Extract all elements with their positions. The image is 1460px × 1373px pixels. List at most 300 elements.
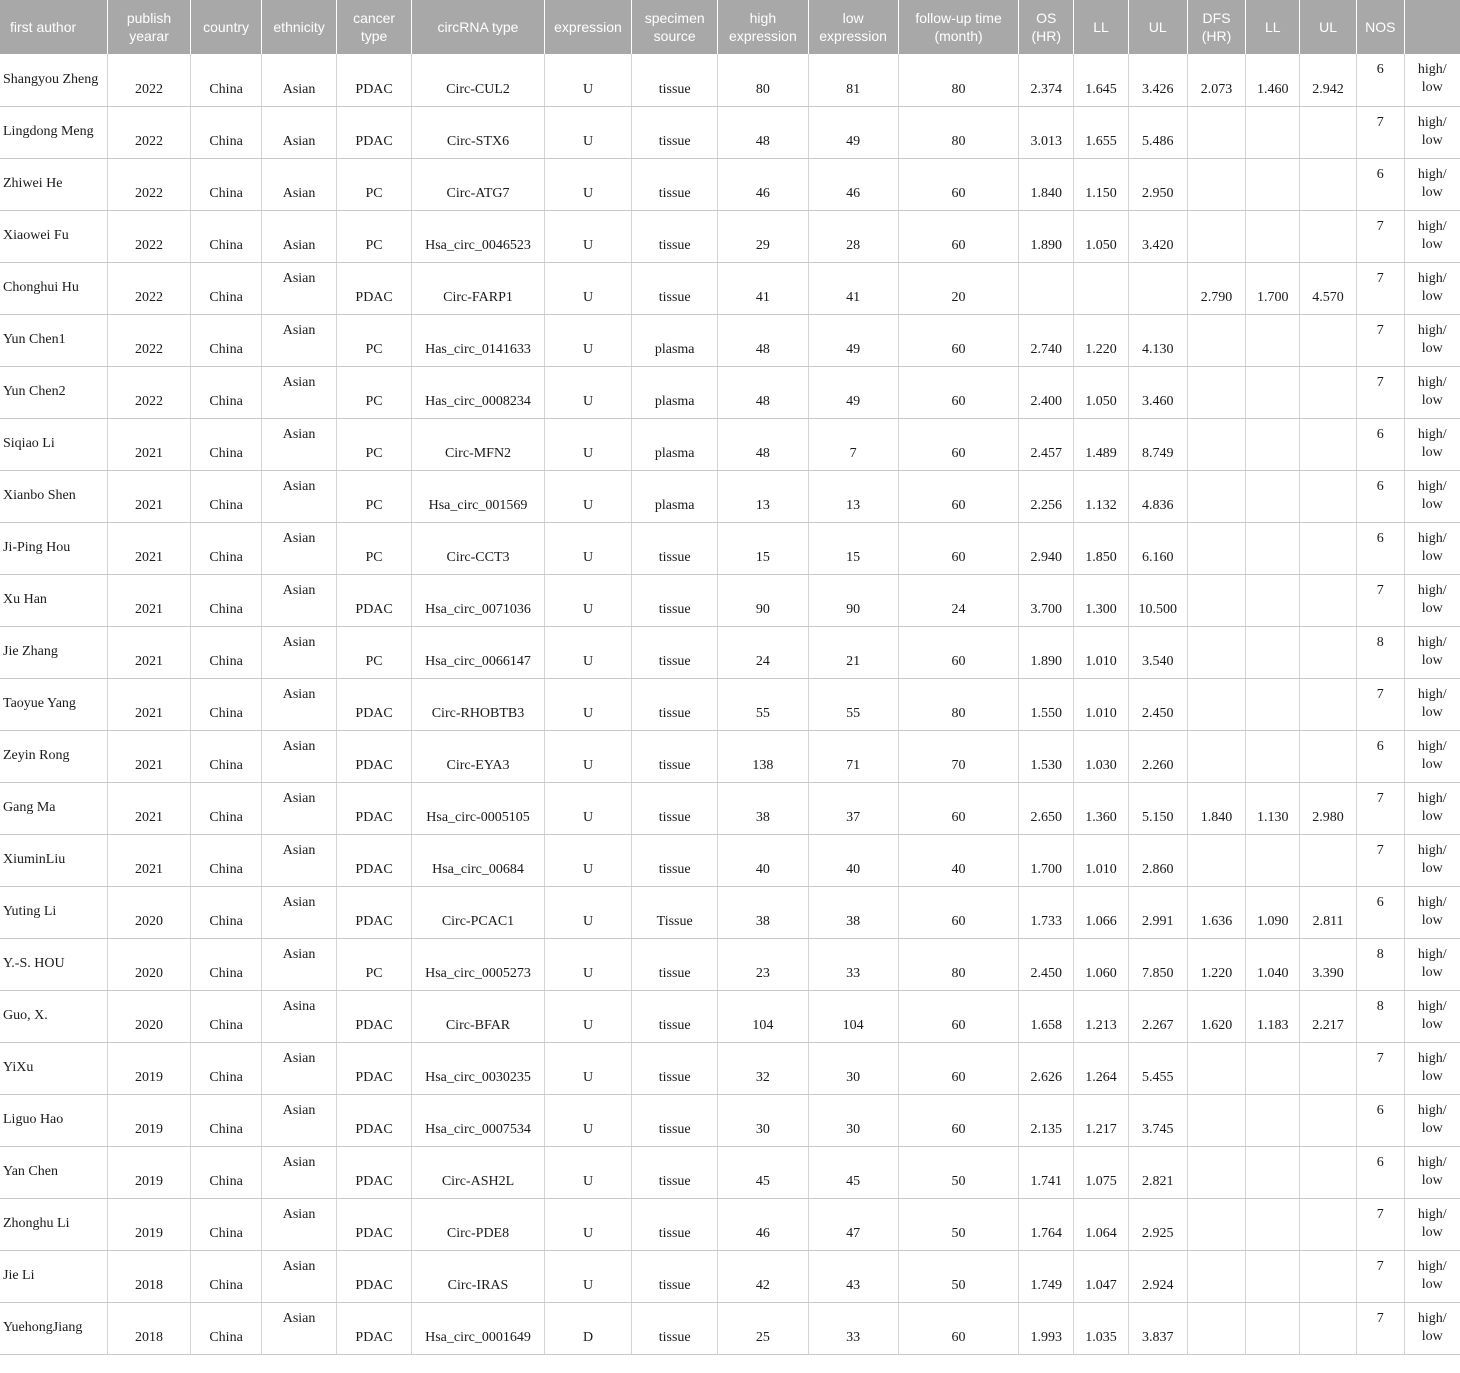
cell-first-author: Shangyou Zheng — [0, 54, 107, 106]
cell-dfs-ll — [1246, 1042, 1300, 1094]
table-row — [0, 366, 1460, 418]
cell-os-ll: 1.066 — [1074, 886, 1129, 938]
cell-first-author: Chonghui Hu — [0, 262, 107, 314]
cell-first-author: YiXu — [0, 1042, 107, 1094]
cell-circrna-type: Circ-IRAS — [412, 1250, 545, 1302]
cell-dfs-ll — [1246, 366, 1300, 418]
cell-low-expression: 81 — [808, 54, 898, 106]
cell-publish-year: 2019 — [107, 1146, 190, 1198]
cell-country: China — [191, 574, 262, 626]
cell-dfs-hr — [1187, 418, 1246, 470]
cell-low-expression: 49 — [808, 366, 898, 418]
cell-os-hr: 1.764 — [1019, 1198, 1074, 1250]
cell-os-ul: 2.267 — [1128, 990, 1187, 1042]
cell-dfs-hr — [1187, 106, 1246, 158]
cell-publish-year: 2021 — [107, 782, 190, 834]
table-row — [0, 990, 1460, 1042]
cell-follow-up-time: 60 — [898, 990, 1019, 1042]
cell-os-ul: 5.150 — [1128, 782, 1187, 834]
cell-os-hr: 2.256 — [1019, 470, 1074, 522]
cell-ethnicity: Asian — [262, 1042, 337, 1094]
cell-dfs-hr — [1187, 366, 1246, 418]
cell-ethnicity: Asian — [262, 1250, 337, 1302]
cell-circrna-type: Circ-RHOBTB3 — [412, 678, 545, 730]
column-header-dfs-hr: DFS (HR) — [1187, 0, 1246, 54]
cell-os-ll: 1.047 — [1074, 1250, 1129, 1302]
cell-circrna-type: Hsa_circ_0007534 — [412, 1094, 545, 1146]
table-row — [0, 106, 1460, 158]
table-body — [0, 54, 1460, 1354]
cell-comparison: high/ low — [1404, 574, 1460, 626]
cell-dfs-ll — [1246, 834, 1300, 886]
cell-high-expression: 41 — [718, 262, 808, 314]
cell-country: China — [191, 470, 262, 522]
cell-os-ll: 1.150 — [1074, 158, 1129, 210]
cell-follow-up-time: 50 — [898, 1250, 1019, 1302]
cell-country: China — [191, 730, 262, 782]
cell-circrna-type: Circ-EYA3 — [412, 730, 545, 782]
cell-publish-year: 2022 — [107, 54, 190, 106]
cell-follow-up-time: 70 — [898, 730, 1019, 782]
cell-expression: U — [544, 626, 631, 678]
cell-high-expression: 25 — [718, 1302, 808, 1354]
cell-ethnicity: Asian — [262, 886, 337, 938]
cell-expression: U — [544, 158, 631, 210]
cell-cancer-type: PDAC — [337, 730, 412, 782]
cell-dfs-ll — [1246, 106, 1300, 158]
cell-cancer-type: PC — [337, 626, 412, 678]
cell-country: China — [191, 210, 262, 262]
cell-ethnicity: Asina — [262, 990, 337, 1042]
cell-follow-up-time: 80 — [898, 54, 1019, 106]
cell-os-ul: 10.500 — [1128, 574, 1187, 626]
cell-first-author: Zeyin Rong — [0, 730, 107, 782]
cell-circrna-type: Circ-PCAC1 — [412, 886, 545, 938]
cell-comparison: high/ low — [1404, 470, 1460, 522]
cell-circrna-type: Circ-FARP1 — [412, 262, 545, 314]
cell-os-ll: 1.300 — [1074, 574, 1129, 626]
cell-dfs-hr — [1187, 158, 1246, 210]
cell-low-expression: 47 — [808, 1198, 898, 1250]
cell-low-expression: 104 — [808, 990, 898, 1042]
cell-circrna-type: Hsa_circ_0030235 — [412, 1042, 545, 1094]
cell-dfs-hr — [1187, 210, 1246, 262]
cell-dfs-ul — [1300, 574, 1357, 626]
cell-cancer-type: PDAC — [337, 1042, 412, 1094]
cell-dfs-ul — [1300, 158, 1357, 210]
cell-comparison: high/ low — [1404, 1042, 1460, 1094]
cell-publish-year: 2021 — [107, 834, 190, 886]
cell-os-ul: 2.991 — [1128, 886, 1187, 938]
cell-low-expression: 30 — [808, 1042, 898, 1094]
cell-nos: 7 — [1356, 262, 1404, 314]
cell-ethnicity: Asian — [262, 730, 337, 782]
cell-dfs-ll — [1246, 210, 1300, 262]
column-header-low-expression: low expression — [808, 0, 898, 54]
column-header-dfs-ul: UL — [1300, 0, 1357, 54]
cell-nos: 7 — [1356, 366, 1404, 418]
cell-low-expression: 90 — [808, 574, 898, 626]
cell-country: China — [191, 886, 262, 938]
cell-dfs-ul: 2.980 — [1300, 782, 1357, 834]
cell-ethnicity: Asian — [262, 106, 337, 158]
cell-country: China — [191, 1250, 262, 1302]
table-row — [0, 262, 1460, 314]
cell-high-expression: 24 — [718, 626, 808, 678]
cell-high-expression: 48 — [718, 106, 808, 158]
table-header — [0, 0, 1460, 54]
cell-os-ll: 1.064 — [1074, 1198, 1129, 1250]
cell-comparison: high/ low — [1404, 1302, 1460, 1354]
cell-dfs-ll — [1246, 1146, 1300, 1198]
cell-first-author: Xiaowei Fu — [0, 210, 107, 262]
cell-publish-year: 2021 — [107, 626, 190, 678]
cell-os-ul: 5.455 — [1128, 1042, 1187, 1094]
cell-os-ul: 7.850 — [1128, 938, 1187, 990]
cell-cancer-type: PC — [337, 210, 412, 262]
column-header-dfs-ll: LL — [1246, 0, 1300, 54]
table-row — [0, 1302, 1460, 1354]
cell-ethnicity: Asian — [262, 366, 337, 418]
cell-os-hr: 3.013 — [1019, 106, 1074, 158]
column-header-circrna-type: circRNA type — [412, 0, 545, 54]
column-header-ethnicity: ethnicity — [262, 0, 337, 54]
cell-ethnicity: Asian — [262, 54, 337, 106]
cell-low-expression: 40 — [808, 834, 898, 886]
cell-low-expression: 71 — [808, 730, 898, 782]
cell-high-expression: 29 — [718, 210, 808, 262]
cell-ethnicity: Asian — [262, 470, 337, 522]
cell-comparison: high/ low — [1404, 366, 1460, 418]
cell-os-ul: 2.950 — [1128, 158, 1187, 210]
cell-os-hr: 1.550 — [1019, 678, 1074, 730]
column-header-specimen-source: specimen source — [632, 0, 718, 54]
cell-country: China — [191, 1198, 262, 1250]
cell-first-author: Yun Chen2 — [0, 366, 107, 418]
cell-circrna-type: Circ-PDE8 — [412, 1198, 545, 1250]
column-header-first-author: first author — [0, 0, 107, 54]
cell-expression: U — [544, 366, 631, 418]
cell-os-ul — [1128, 262, 1187, 314]
cell-circrna-type: Hsa_circ_0071036 — [412, 574, 545, 626]
cell-dfs-ll — [1246, 574, 1300, 626]
cell-specimen-source: tissue — [632, 1198, 718, 1250]
table-row — [0, 470, 1460, 522]
cell-country: China — [191, 1146, 262, 1198]
cell-publish-year: 2021 — [107, 418, 190, 470]
column-header-follow-up-time: follow-up time (month) — [898, 0, 1019, 54]
cell-follow-up-time: 60 — [898, 418, 1019, 470]
cell-low-expression: 33 — [808, 1302, 898, 1354]
cell-dfs-ul — [1300, 834, 1357, 886]
cell-high-expression: 48 — [718, 314, 808, 366]
cell-os-hr: 3.700 — [1019, 574, 1074, 626]
cell-cancer-type: PDAC — [337, 1198, 412, 1250]
cell-high-expression: 30 — [718, 1094, 808, 1146]
cell-expression: U — [544, 522, 631, 574]
cell-dfs-ul — [1300, 314, 1357, 366]
cell-nos: 6 — [1356, 470, 1404, 522]
cell-ethnicity: Asian — [262, 1198, 337, 1250]
cell-specimen-source: tissue — [632, 938, 718, 990]
cell-follow-up-time: 60 — [898, 626, 1019, 678]
cell-circrna-type: Circ-CCT3 — [412, 522, 545, 574]
cell-os-ll: 1.050 — [1074, 366, 1129, 418]
column-header-country: country — [191, 0, 262, 54]
cell-expression: U — [544, 938, 631, 990]
cell-country: China — [191, 366, 262, 418]
table-row — [0, 522, 1460, 574]
cell-ethnicity: Asian — [262, 782, 337, 834]
table-row — [0, 314, 1460, 366]
cell-os-hr: 1.658 — [1019, 990, 1074, 1042]
table-row — [0, 886, 1460, 938]
cell-os-ul: 2.821 — [1128, 1146, 1187, 1198]
cell-expression: U — [544, 886, 631, 938]
cell-os-ul: 2.450 — [1128, 678, 1187, 730]
cell-comparison: high/ low — [1404, 262, 1460, 314]
cell-specimen-source: tissue — [632, 990, 718, 1042]
cell-dfs-ll: 1.700 — [1246, 262, 1300, 314]
cell-dfs-hr: 1.840 — [1187, 782, 1246, 834]
cell-follow-up-time: 60 — [898, 522, 1019, 574]
cell-dfs-ul: 2.942 — [1300, 54, 1357, 106]
cell-os-ll: 1.030 — [1074, 730, 1129, 782]
cell-low-expression: 13 — [808, 470, 898, 522]
cell-os-ll: 1.360 — [1074, 782, 1129, 834]
cell-dfs-hr — [1187, 314, 1246, 366]
cell-os-ll: 1.264 — [1074, 1042, 1129, 1094]
cell-os-hr — [1019, 262, 1074, 314]
cell-ethnicity: Asian — [262, 262, 337, 314]
cell-specimen-source: tissue — [632, 678, 718, 730]
cell-high-expression: 80 — [718, 54, 808, 106]
cell-follow-up-time: 60 — [898, 210, 1019, 262]
cell-follow-up-time: 60 — [898, 470, 1019, 522]
cell-specimen-source: tissue — [632, 522, 718, 574]
cell-circrna-type: Circ-BFAR — [412, 990, 545, 1042]
cell-first-author: Guo, X. — [0, 990, 107, 1042]
cell-nos: 7 — [1356, 1042, 1404, 1094]
column-header-high-expression: high expression — [718, 0, 808, 54]
cell-comparison: high/ low — [1404, 158, 1460, 210]
cell-circrna-type: Circ-MFN2 — [412, 418, 545, 470]
cell-expression: U — [544, 730, 631, 782]
cell-circrna-type: Circ-STX6 — [412, 106, 545, 158]
cell-specimen-source: plasma — [632, 418, 718, 470]
cell-ethnicity: Asian — [262, 938, 337, 990]
cell-dfs-ul — [1300, 106, 1357, 158]
cell-os-ul: 3.460 — [1128, 366, 1187, 418]
cell-nos: 6 — [1356, 158, 1404, 210]
cell-circrna-type: Hsa_circ_0046523 — [412, 210, 545, 262]
cell-ethnicity: Asian — [262, 1146, 337, 1198]
cell-nos: 6 — [1356, 54, 1404, 106]
cell-follow-up-time: 60 — [898, 1042, 1019, 1094]
cell-comparison: high/ low — [1404, 834, 1460, 886]
cell-nos: 7 — [1356, 1198, 1404, 1250]
cell-expression: U — [544, 782, 631, 834]
table-row — [0, 1146, 1460, 1198]
cell-expression: U — [544, 314, 631, 366]
cell-follow-up-time: 50 — [898, 1146, 1019, 1198]
cell-cancer-type: PC — [337, 418, 412, 470]
cell-cancer-type: PC — [337, 938, 412, 990]
cell-circrna-type: Has_circ_0008234 — [412, 366, 545, 418]
cell-dfs-hr — [1187, 834, 1246, 886]
cell-os-ul: 3.837 — [1128, 1302, 1187, 1354]
cell-os-hr: 2.400 — [1019, 366, 1074, 418]
cell-publish-year: 2022 — [107, 158, 190, 210]
cell-os-ll: 1.010 — [1074, 626, 1129, 678]
cell-os-ul: 2.860 — [1128, 834, 1187, 886]
cell-expression: U — [544, 678, 631, 730]
cell-comparison: high/ low — [1404, 886, 1460, 938]
cell-nos: 7 — [1356, 782, 1404, 834]
cell-dfs-ll — [1246, 678, 1300, 730]
table-row — [0, 574, 1460, 626]
cell-ethnicity: Asian — [262, 210, 337, 262]
cell-cancer-type: PC — [337, 158, 412, 210]
table-row — [0, 1250, 1460, 1302]
cell-dfs-hr — [1187, 574, 1246, 626]
cell-follow-up-time: 50 — [898, 1198, 1019, 1250]
cell-cancer-type: PDAC — [337, 262, 412, 314]
cell-low-expression: 55 — [808, 678, 898, 730]
cell-os-hr: 2.374 — [1019, 54, 1074, 106]
cell-os-hr: 1.733 — [1019, 886, 1074, 938]
cell-country: China — [191, 262, 262, 314]
cell-country: China — [191, 1094, 262, 1146]
cell-low-expression: 45 — [808, 1146, 898, 1198]
table-row — [0, 158, 1460, 210]
cell-os-ll: 1.489 — [1074, 418, 1129, 470]
cell-cancer-type: PDAC — [337, 54, 412, 106]
cell-comparison: high/ low — [1404, 730, 1460, 782]
cell-high-expression: 38 — [718, 782, 808, 834]
cell-publish-year: 2022 — [107, 314, 190, 366]
cell-nos: 6 — [1356, 1094, 1404, 1146]
cell-dfs-ll — [1246, 470, 1300, 522]
cell-dfs-ul — [1300, 730, 1357, 782]
cell-dfs-ul: 3.390 — [1300, 938, 1357, 990]
cell-publish-year: 2021 — [107, 678, 190, 730]
cell-high-expression: 55 — [718, 678, 808, 730]
cell-nos: 6 — [1356, 1146, 1404, 1198]
cell-specimen-source: Tissue — [632, 886, 718, 938]
table-row — [0, 210, 1460, 262]
cell-specimen-source: tissue — [632, 782, 718, 834]
cell-dfs-hr — [1187, 678, 1246, 730]
cell-dfs-ll — [1246, 314, 1300, 366]
cell-high-expression: 138 — [718, 730, 808, 782]
cell-dfs-ll — [1246, 1198, 1300, 1250]
cell-publish-year: 2022 — [107, 262, 190, 314]
cell-follow-up-time: 80 — [898, 678, 1019, 730]
cell-dfs-hr: 2.073 — [1187, 54, 1246, 106]
cell-nos: 8 — [1356, 990, 1404, 1042]
cell-cancer-type: PDAC — [337, 782, 412, 834]
cell-os-ll: 1.217 — [1074, 1094, 1129, 1146]
cell-dfs-ul — [1300, 366, 1357, 418]
cell-os-hr: 1.840 — [1019, 158, 1074, 210]
cell-os-hr: 1.993 — [1019, 1302, 1074, 1354]
cell-follow-up-time: 60 — [898, 158, 1019, 210]
cell-comparison: high/ low — [1404, 1250, 1460, 1302]
column-header-comparison — [1404, 0, 1460, 54]
table-row — [0, 1042, 1460, 1094]
cell-country: China — [191, 678, 262, 730]
cell-first-author: YuehongJiang — [0, 1302, 107, 1354]
cell-nos: 6 — [1356, 418, 1404, 470]
cell-circrna-type: Circ-ATG7 — [412, 158, 545, 210]
cell-specimen-source: tissue — [632, 626, 718, 678]
cell-os-ul: 5.486 — [1128, 106, 1187, 158]
cell-ethnicity: Asian — [262, 1302, 337, 1354]
cell-dfs-ll — [1246, 1250, 1300, 1302]
table-row — [0, 938, 1460, 990]
cell-low-expression: 41 — [808, 262, 898, 314]
cell-dfs-hr — [1187, 1198, 1246, 1250]
cell-low-expression: 46 — [808, 158, 898, 210]
cell-dfs-ul — [1300, 210, 1357, 262]
table-row — [0, 678, 1460, 730]
cell-nos: 8 — [1356, 938, 1404, 990]
cell-cancer-type: PDAC — [337, 678, 412, 730]
cell-nos: 7 — [1356, 1302, 1404, 1354]
cell-dfs-ul — [1300, 678, 1357, 730]
cell-os-ll: 1.213 — [1074, 990, 1129, 1042]
cell-specimen-source: tissue — [632, 210, 718, 262]
cell-dfs-ul — [1300, 1250, 1357, 1302]
cell-dfs-ul — [1300, 1042, 1357, 1094]
cell-os-hr: 1.890 — [1019, 210, 1074, 262]
cell-dfs-ll: 1.183 — [1246, 990, 1300, 1042]
cell-high-expression: 46 — [718, 158, 808, 210]
cell-cancer-type: PDAC — [337, 1302, 412, 1354]
cell-dfs-ul: 2.811 — [1300, 886, 1357, 938]
cell-specimen-source: tissue — [632, 262, 718, 314]
cell-comparison: high/ low — [1404, 522, 1460, 574]
column-header-os-hr: OS (HR) — [1019, 0, 1074, 54]
cell-ethnicity: Asian — [262, 834, 337, 886]
cell-first-author: Yan Chen — [0, 1146, 107, 1198]
cell-first-author: Zhonghu Li — [0, 1198, 107, 1250]
cell-country: China — [191, 54, 262, 106]
cell-first-author: Xu Han — [0, 574, 107, 626]
cell-follow-up-time: 60 — [898, 1094, 1019, 1146]
cell-country: China — [191, 782, 262, 834]
cell-dfs-ul — [1300, 470, 1357, 522]
cell-comparison: high/ low — [1404, 106, 1460, 158]
column-header-os-ll: LL — [1074, 0, 1129, 54]
cell-os-ll: 1.050 — [1074, 210, 1129, 262]
cell-publish-year: 2020 — [107, 938, 190, 990]
cell-first-author: Ji-Ping Hou — [0, 522, 107, 574]
cell-first-author: Jie Li — [0, 1250, 107, 1302]
cell-os-hr: 2.135 — [1019, 1094, 1074, 1146]
cell-high-expression: 38 — [718, 886, 808, 938]
cell-follow-up-time: 40 — [898, 834, 1019, 886]
cell-os-ul: 3.426 — [1128, 54, 1187, 106]
cell-follow-up-time: 80 — [898, 938, 1019, 990]
cell-os-ll: 1.850 — [1074, 522, 1129, 574]
cell-low-expression: 30 — [808, 1094, 898, 1146]
cell-first-author: XiuminLiu — [0, 834, 107, 886]
cell-circrna-type: Hsa_circ_0005273 — [412, 938, 545, 990]
cell-first-author: Siqiao Li — [0, 418, 107, 470]
cell-os-ll: 1.075 — [1074, 1146, 1129, 1198]
